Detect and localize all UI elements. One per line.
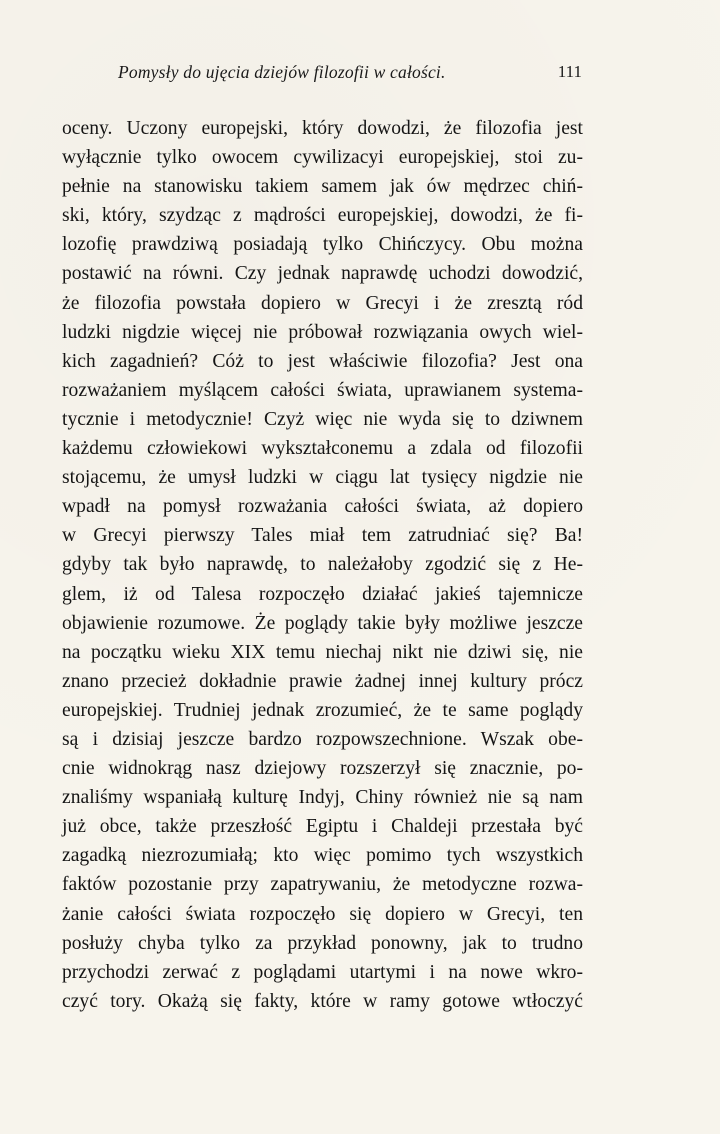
text-line: na początku wieku XIX temu niechaj nikt nie dziwi się, nie [62,641,583,663]
text-line: kich zagadnień? Cóż to jest właściwie filozofia? Jest ona [62,350,583,372]
text-line: gdyby tak było naprawdę, to należałoby zgodzić się z He- [62,554,583,576]
text-line: ludzki nigdzie więcej nie próbował rozwiązania owych wiel- [62,321,583,343]
text-line: każdemu człowiekowi wykształconemu a zdala od filozofii [62,438,583,460]
text-line: w Grecyi pierwszy Tales miał tem zatrudniać się? Ba! [62,525,583,547]
running-title: Pomysły do ujęcia dziejów filozofii w całości. [118,62,446,82]
text-line: postawić na równi. Czy jednak naprawdę uchodzi dowodzić, [62,263,583,285]
text-line: posłuży chyba tylko za przykład ponowny, jak to trudno [62,932,583,954]
text-line: są i dzisiaj jeszcze bardzo rozpowszechnione. Wszak obe- [62,728,583,750]
text-line: zagadką niezrozumiałą; kto więc pomimo tych wszystkich [62,845,583,867]
text-line: pełnie na stanowisku takiem samem jak ów mędrzec chiń- [62,176,583,198]
text-line: znaliśmy wspaniałą kulturę Indyj, Chiny również nie są nam [62,787,583,809]
text-line: glem, iż od Talesa rozpoczęło działać jakieś tajemnicze [62,583,583,605]
text-line: znano przecież dokładnie prawie żadnej innej kultury prócz [62,670,583,692]
text-line: stojącemu, że umysł ludzki w ciągu lat tysięcy nigdzie nie [62,467,583,489]
text-line: przychodzi zerwać z poglądami utartymi i na nowe wkro- [62,961,583,983]
text-line: ski, który, szydząc z mądrości europejskiej, dowodzi, że fi- [62,205,583,227]
text-line: europejskiej. Trudniej jednak zrozumieć, że te same poglądy [62,699,583,721]
text-line: objawienie rozumowe. Że poglądy takie były możliwe jeszcze [62,612,583,634]
text-line: tycznie i metodycznie! Czyż więc nie wyda się to dziwnem [62,408,583,430]
body-text [62,114,583,1016]
text-line: rozważaniem myślącem całości świata, uprawianem systema- [62,379,583,401]
text-line: czyć tory. Okażą się fakty, które w ramy gotowe wtłoczyć [62,990,583,1012]
text-line: że filozofia powstała dopiero w Grecyi i że zresztą ród [62,292,583,314]
text-line: żanie całości świata rozpoczęło się dopiero w Grecyi, ten [62,903,583,925]
text-line: oceny. Uczony europejski, który dowodzi, że filozofia jest [62,118,583,139]
text-line: lozofię prawdziwą posiadają tylko Chińczycy. Obu można [62,234,583,256]
text-line: już obce, także przeszłość Egiptu i Chaldeji przestała być [62,816,583,838]
text-line: cnie widnokrąg nasz dziejowy rozszerzył się znacznie, po- [62,758,583,780]
text-line: wpadł na pomysł rozważania całości świata, aż dopiero [62,496,583,518]
text-line: faktów pozostanie przy zapatrywaniu, że metodyczne rozwa- [62,874,583,896]
page-number: 111 [557,62,582,81]
running-head [62,62,582,88]
text-line: wyłącznie tylko owocem cywilizacyi europejskiej, stoi zu- [62,147,583,169]
